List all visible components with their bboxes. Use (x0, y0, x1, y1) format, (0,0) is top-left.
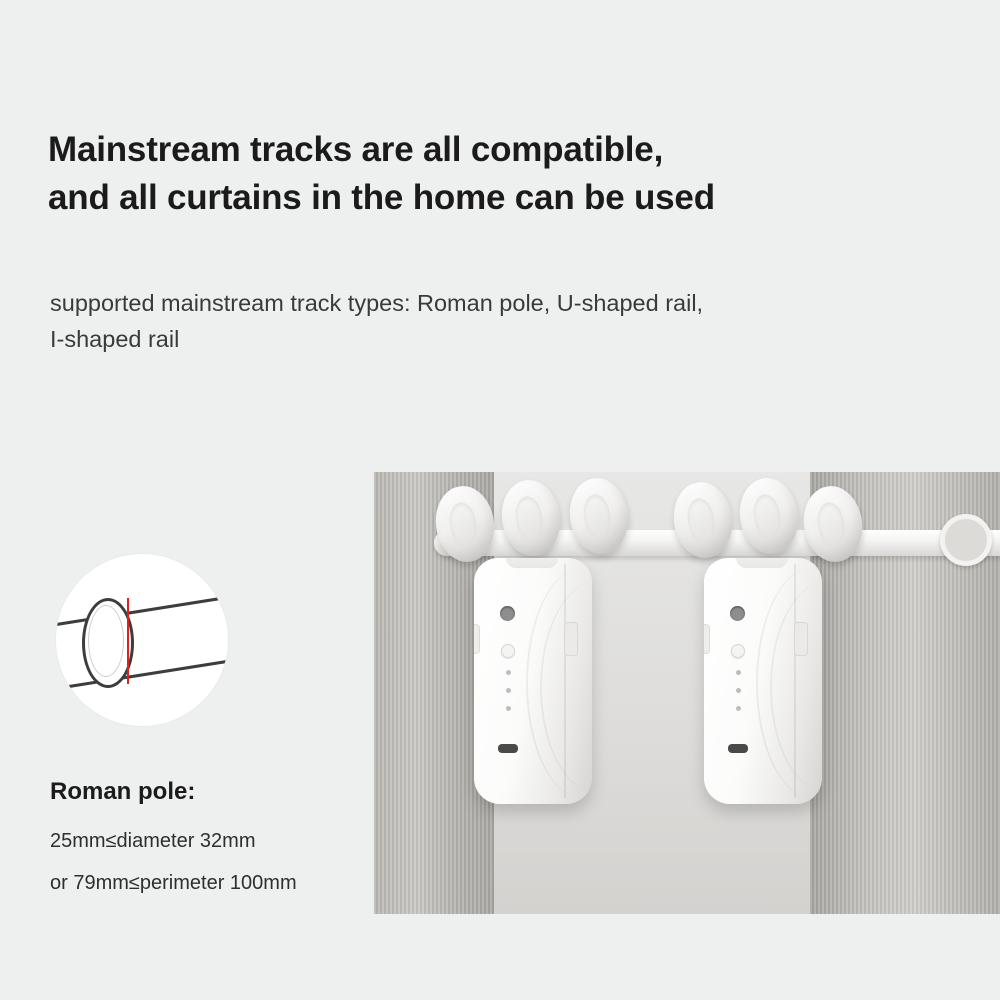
motor-neck (736, 558, 788, 568)
subtitle-line-1: supported mainstream track types: Roman pole, U-shaped rail, (50, 290, 704, 316)
motor-side-tab (704, 624, 710, 654)
motor-side-tab (474, 624, 480, 654)
diagram-spec-line-1: 25mm≤diameter 32mm (50, 830, 256, 852)
roman-pole-diagram (56, 554, 228, 726)
headline-line-1: Mainstream tracks are all compatible, (48, 130, 664, 169)
curtain-robot-motor (474, 558, 592, 804)
pole-outline-top (56, 592, 228, 628)
power-button[interactable] (731, 644, 745, 658)
status-led (506, 706, 511, 711)
charging-port (728, 744, 748, 753)
page-subtitle (50, 285, 890, 358)
pole-cross-section-inner (88, 605, 124, 677)
diameter-measure-line (127, 598, 129, 684)
status-led (736, 706, 741, 711)
headline-line-2: and all curtains in the home can be used (48, 178, 715, 218)
sensor-lens-icon (500, 606, 515, 621)
motor-side-tab (564, 622, 578, 656)
diagram-spec-line-2: or 79mm≤perimeter 100mm (50, 872, 297, 894)
subtitle-line-2: I-shaped rail (50, 326, 180, 353)
motor-neck (506, 558, 558, 568)
status-led (506, 688, 511, 693)
power-button[interactable] (501, 644, 515, 658)
pole-end-cap (940, 514, 992, 566)
pole-outline-bottom (56, 656, 228, 692)
status-led (506, 670, 511, 675)
status-led (736, 688, 741, 693)
charging-port (498, 744, 518, 753)
status-led (736, 670, 741, 675)
curtain-robot-motor (704, 558, 822, 804)
page-title (48, 126, 928, 223)
motor-side-tab (794, 622, 808, 656)
product-photo (374, 472, 1000, 914)
sensor-lens-icon (730, 606, 745, 621)
diagram-title: Roman pole: (50, 778, 196, 805)
